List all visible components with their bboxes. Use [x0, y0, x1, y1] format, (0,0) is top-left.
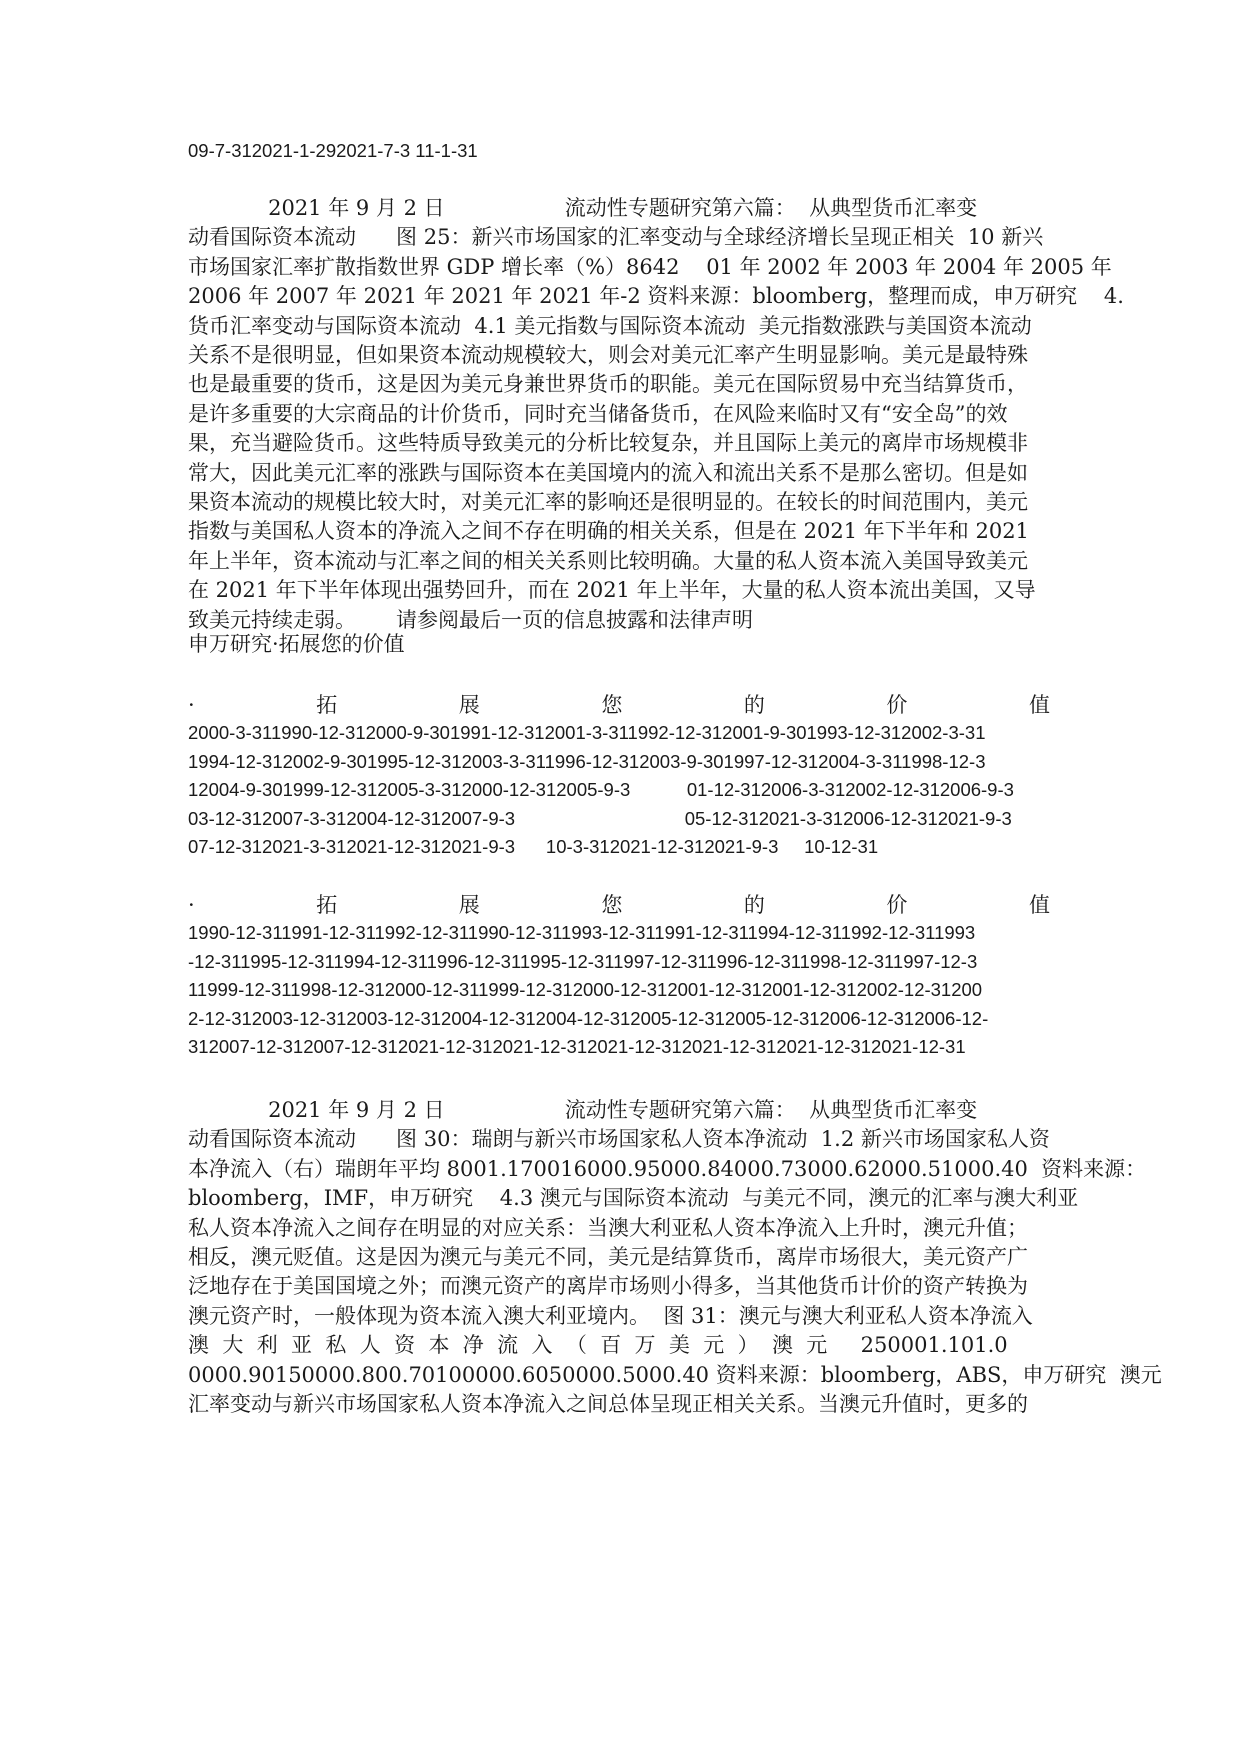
spaced-char: ·: [188, 893, 195, 917]
text-line: 市场国家汇率扩散指数世界 GDP 增长率（%）8642 01 年 2002 年 2003 年 2004 年 2005 年: [188, 254, 1112, 279]
text-line: 指数与美国私人资本的净流入之间不存在明确的相关关系，但是在 2021 年下半年和 2021: [188, 519, 1029, 544]
date-sequence-line: 09-7-312021-1-292021-7-3 11-1-31: [188, 140, 478, 161]
spaced-char: ·: [188, 693, 195, 717]
text-line: 相反，澳元贬值。这是因为澳元与美元不同，美元是结算货币，离岸市场很大，美元资产广: [188, 1245, 1028, 1269]
text-line: 也是最重要的货币，这是因为美元身兼世界货币的职能。美元在国际贸易中充当结算货币，: [188, 372, 1028, 397]
text-line: 常大，因此美元汇率的涨跌与国际资本在美国境内的流入和流出关系不是那么密切。但是如: [188, 460, 1028, 485]
text-line: 12004-9-301999-12-312005-3-312000-12-312005-9-3 01-12-312006-3-312002-12-312006-9-3: [188, 779, 1014, 800]
footer-slogan: 申万研究·拓展您的价值: [188, 632, 405, 656]
text-line: 关系不是很明显，但如果资本流动规模较大，则会对美元汇率产生明显影响。美元是最特殊: [188, 343, 1028, 367]
spaced-char: 的: [743, 693, 765, 717]
text-line: 11999-12-311998-12-312000-12-311999-12-312000-12-312001-12-312001-12-312002-12-31200: [188, 979, 983, 1000]
text-line: 果，充当避险货币。这些特质导致美元的分析比较复杂，并且国际上美元的离岸市场规模非: [188, 431, 1028, 456]
spaced-char: 值: [1028, 693, 1050, 717]
spaced-char: 价: [886, 693, 908, 717]
text-line: 是许多重要的大宗商品的计价货币，同时充当储备货币，在风险来临时又有“安全岛”的效: [188, 401, 1008, 426]
text-line: 动看国际资本流动 图 30：瑞朗与新兴市场国家私人资本净流动 1.2 新兴市场国家私人资: [188, 1127, 1050, 1152]
spaced-char: 价: [886, 893, 908, 917]
spaced-slogan-1: [188, 690, 1050, 720]
text-line: 致美元持续走弱。 请参阅最后一页的信息披露和法律声明: [188, 607, 754, 632]
spaced-char: 您: [601, 693, 623, 717]
spaced-char: 值: [1028, 893, 1050, 917]
text-line: 1990-12-311991-12-311992-12-311990-12-311993-12-311991-12-311994-12-311992-12-311993: [188, 922, 976, 943]
spaced-char: 拓: [316, 893, 338, 917]
text-line: 澳 大 利 亚 私 人 资 本 净 流 入 （ 百 万 美 元 ） 澳 元 250001.101.0: [188, 1333, 1008, 1358]
spaced-char: 拓: [316, 693, 338, 717]
text-line: 2021 年 9 月 2 日 流动性专题研究第六篇： 从典型货币汇率变: [188, 1098, 978, 1122]
text-line: 2006 年 2007 年 2021 年 2021 年 2021 年-2 资料来源：bloomberg，整理而成，申万研究 4.: [188, 284, 1124, 309]
text-line: 汇率变动与新兴市场国家私人资本净流入之间总体呈现正相关关系。当澳元升值时，更多的: [188, 1392, 1028, 1416]
text-line: bloomberg，IMF，申万研究 4.3 澳元与国际资本流动 与美元不同，澳元的汇率与澳大利亚: [188, 1186, 1079, 1211]
spaced-char: 展: [458, 693, 480, 717]
spaced-slogan-2: [188, 890, 1050, 920]
spaced-char: 展: [458, 893, 480, 917]
spaced-char: 您: [601, 893, 623, 917]
text-line: 年上半年，资本流动与汇率之间的相关关系则比较明确。大量的私人资本流入美国导致美元: [188, 548, 1028, 573]
text-line: 本净流入（右）瑞朗年平均 8001.170016000.95000.84000.73000.62000.51000.40 资料来源：: [188, 1156, 1147, 1181]
text-line: 1994-12-312002-9-301995-12-312003-3-311996-12-312003-9-301997-12-312004-3-311998-12-3: [188, 750, 986, 772]
text-line: 2000-3-311990-12-312000-9-301991-12-312001-3-311992-12-312001-9-301993-12-312002-3-31: [188, 722, 986, 743]
text-line: 动看国际资本流动 图 25：新兴市场国家的汇率变动与全球经济增长呈现正相关 10 新兴: [188, 225, 1044, 250]
text-line: 312007-12-312007-12-312021-12-312021-12-312021-12-312021-12-312021-12-312021-12-31: [188, 1036, 966, 1057]
text-line: 在 2021 年下半年体现出强势回升，而在 2021 年上半年，大量的私人资本流出美国，又导: [188, 578, 1036, 603]
text-line: 0000.90150000.800.70100000.6050000.5000.40 资料来源：bloomberg，ABS，申万研究 澳元: [188, 1362, 1162, 1387]
spaced-char: 的: [743, 893, 765, 917]
text-line: 07-12-312021-3-312021-12-312021-9-3 10-3-312021-12-312021-9-3 10-12-31: [188, 836, 879, 857]
text-line: -12-311995-12-311994-12-311996-12-311995-12-311997-12-311996-12-311998-12-311997-12-3: [188, 950, 978, 972]
text-line: 03-12-312007-3-312004-12-312007-9-3 05-12-312021-3-312006-12-312021-9-3: [188, 807, 1012, 829]
text-line: 澳元资产时，一般体现为资本流入澳大利亚境内。 图 31：澳元与澳大利亚私人资本净流入: [188, 1303, 1033, 1328]
text-line: 货币汇率变动与国际资本流动 4.1 美元指数与国际资本流动 美元指数涨跌与美国资本流动: [188, 313, 1032, 338]
text-line: 私人资本净流入之间存在明显的对应关系：当澳大利亚私人资本净流入上升时，澳元升值；: [188, 1215, 1028, 1240]
text-line: 果资本流动的规模比较大时，对美元汇率的影响还是很明显的。在较长的时间范围内，美元: [188, 490, 1028, 514]
text-line: 2-12-312003-12-312003-12-312004-12-312004-12-312005-12-312005-12-312006-12-312006-12-: [188, 1007, 989, 1029]
text-line: 2021 年 9 月 2 日 流动性专题研究第六篇： 从典型货币汇率变: [188, 196, 978, 220]
text-line: 泛地存在于美国国境之外；而澳元资产的离岸市场则小得多，当其他货币计价的资产转换为: [188, 1274, 1028, 1299]
